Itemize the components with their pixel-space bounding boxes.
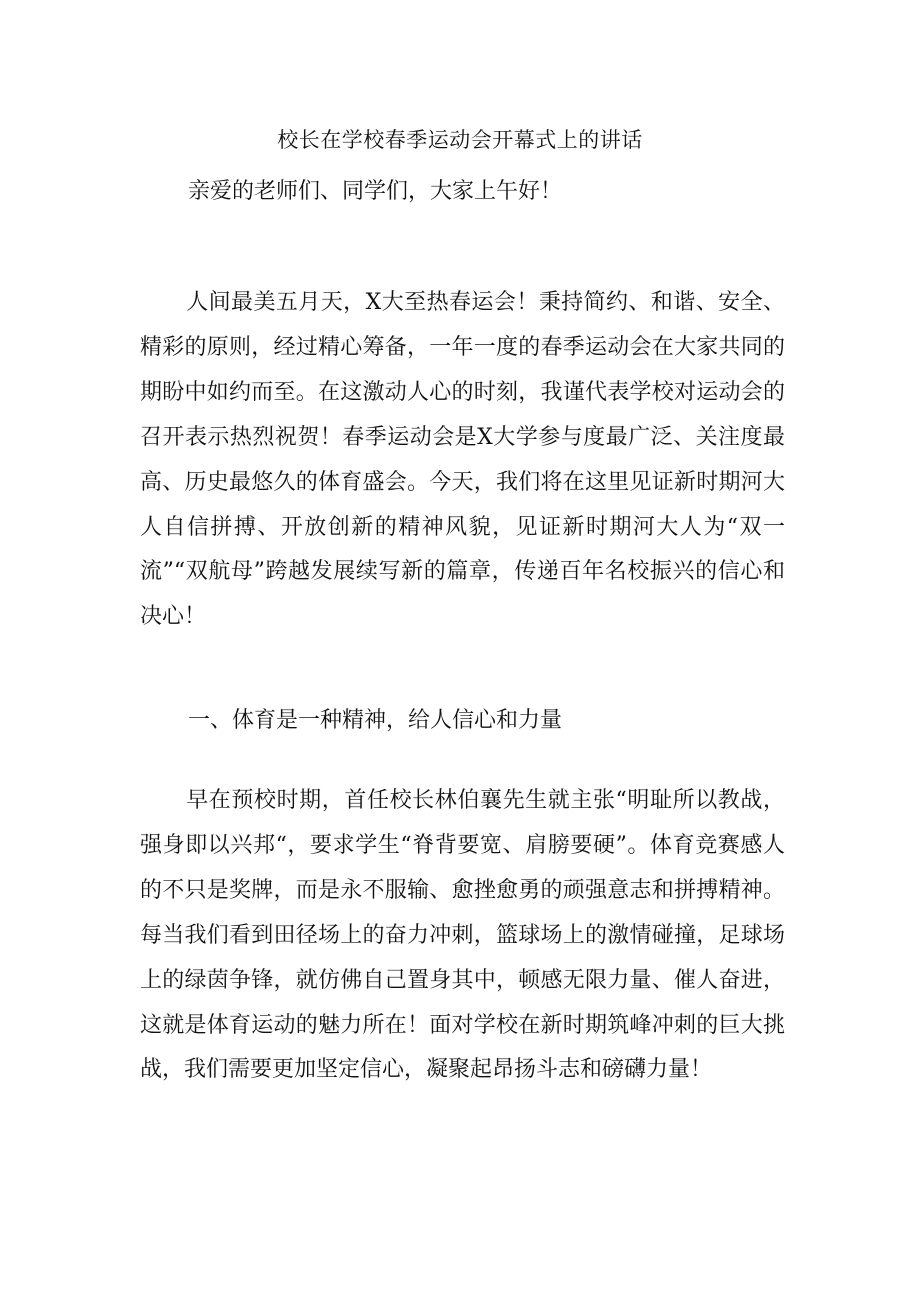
section-heading-1: 一、体育是一种精神，给人信心和力量 bbox=[188, 708, 563, 733]
document-title: 校长在学校春季运动会开幕式上的讲话 bbox=[277, 128, 643, 152]
paragraph-intro: 人间最美五月天，X大至热春运会！秉持简约、和谐、安全、精彩的原则，经过精心筹备，一年一度的春季运动会在大家共同的期盼中如约而至。在这激动人心的时刻，我谨代表学校对运动会的召开表示热烈祝贺！春季运动会是X大学参与度最广泛、关注度最高、历史最悠久的体育盛会。今天，我们将在这里见证新时期河大人自信拼搏、开放创新的精神风貌，见证新时期河大人为“双一流”“双航母”跨越发展续写新的篇章，传递百年名校振兴的信心和决心！ bbox=[140, 290, 785, 630]
paragraph-section-1: 早在预校时期，首任校长林伯襄先生就主张“明耻所以教战，强身即以兴邦“，要求学生“脊背要宽、肩膀要硬”。体育竞赛感人的不只是奖牌，而是永不服输、愈挫愈勇的顽强意志和拼搏精神。每当我们看到田径场上的奋力冲刺，篮球场上的激情碰撞，足球场上的绿茵争锋，就仿佛自己置身其中，顿感无限力量、催人奋进，这就是体育运动的魅力所在！面对学校在新时期筑峰冲刺的巨大挑战，我们需要更加坚定信心，凝聚起昂扬斗志和磅礴力量！ bbox=[140, 788, 785, 1083]
greeting-line: 亲爱的老师们、同学们，大家上午好！ bbox=[188, 179, 563, 204]
